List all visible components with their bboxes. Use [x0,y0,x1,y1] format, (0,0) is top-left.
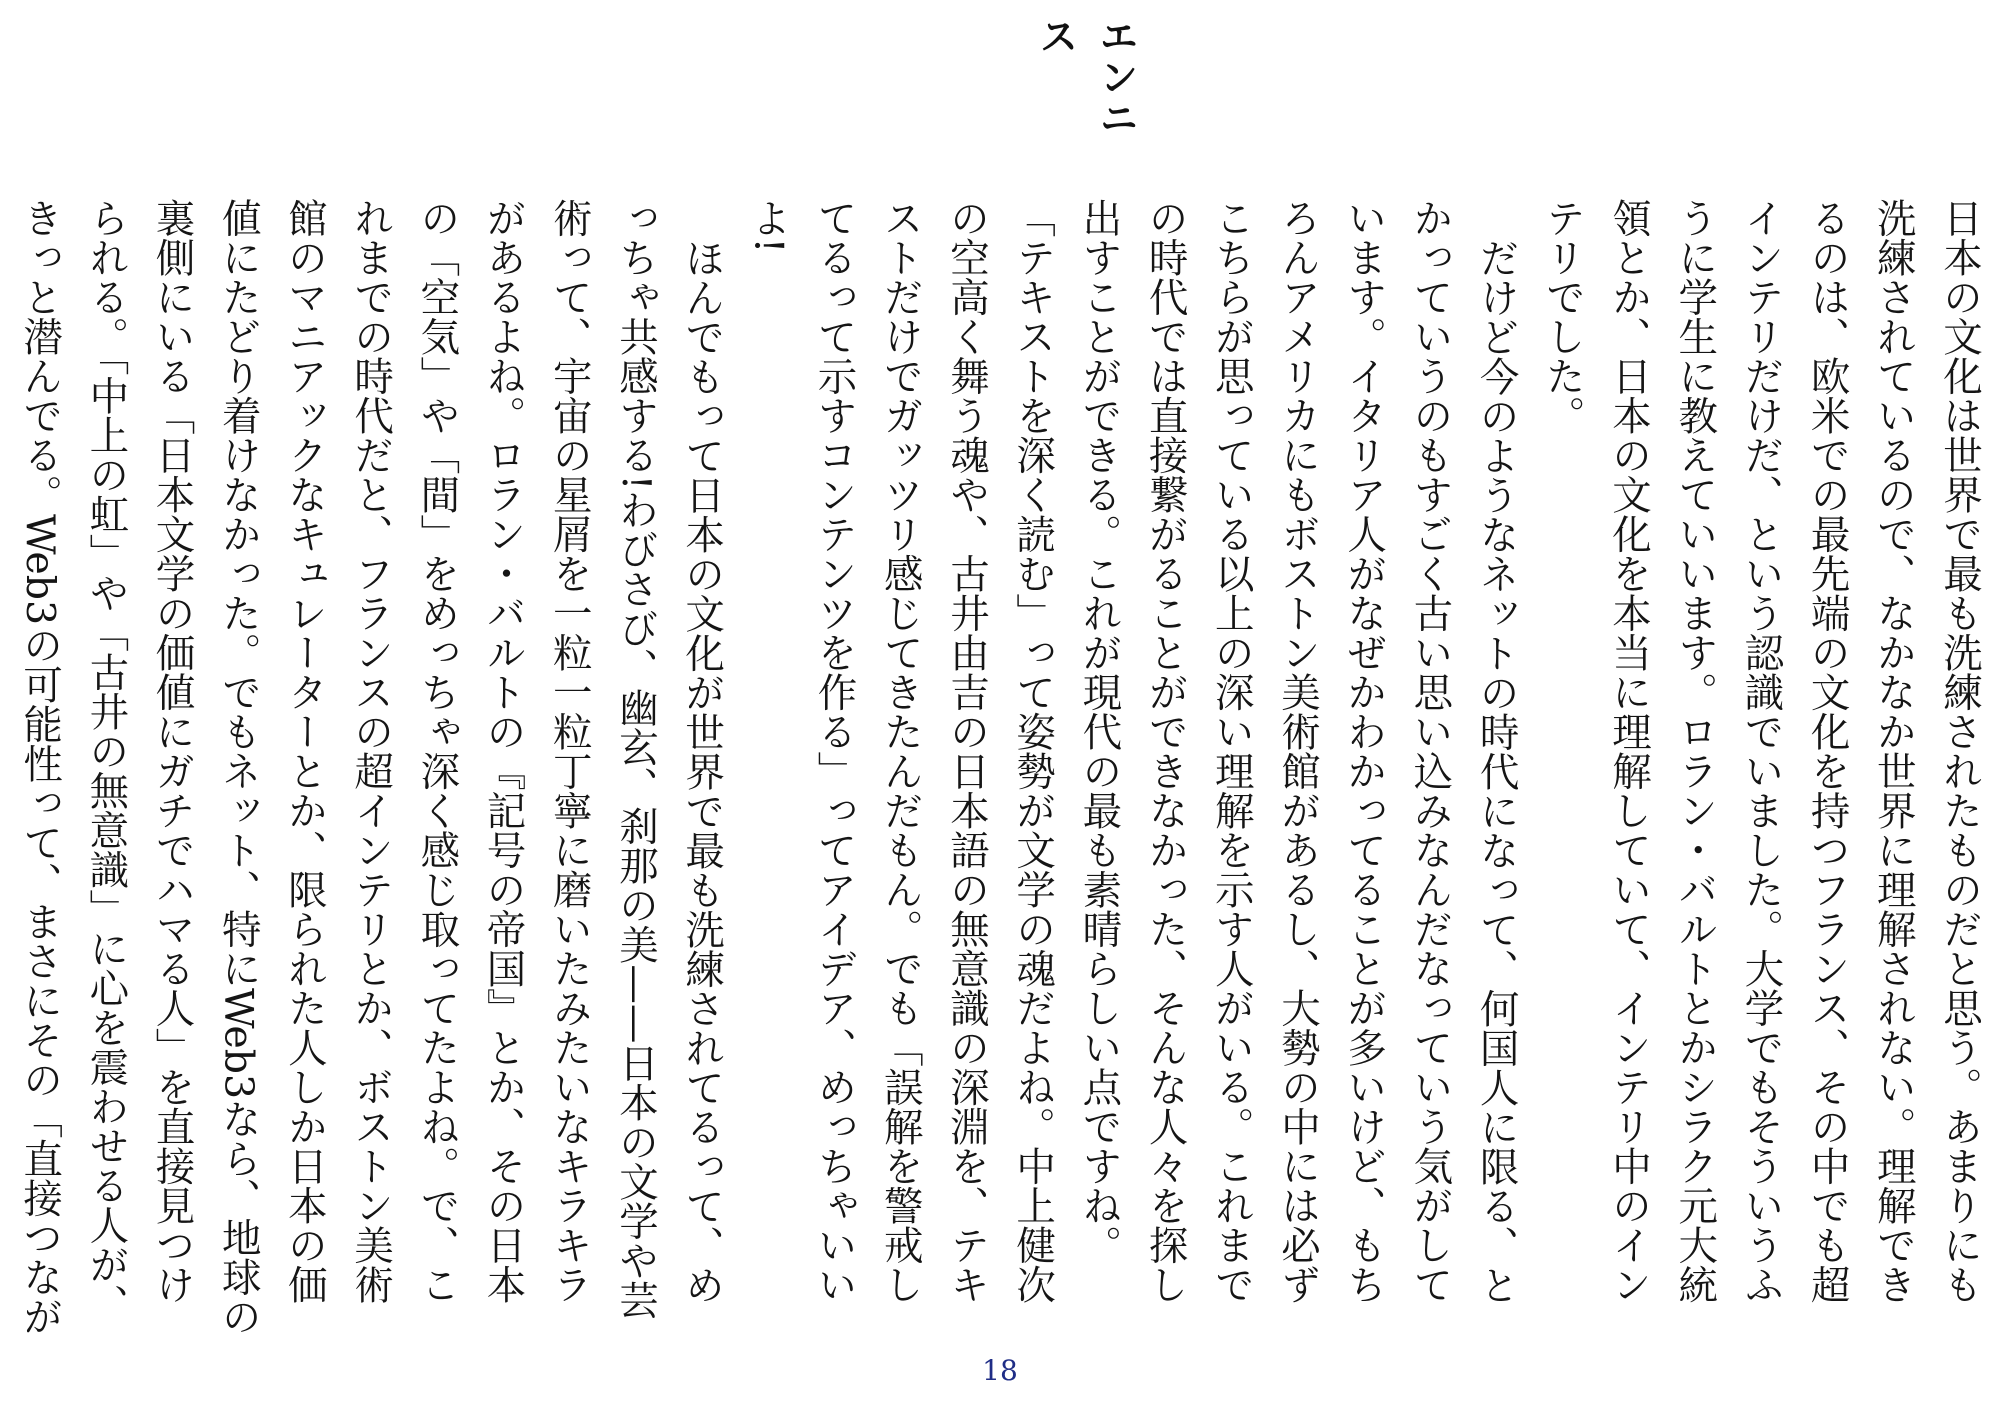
paragraph: 日本の文化は世界で最も洗練されたものだと思う。あまりにも洗練されているので、なかなか世界に理解されない。理解できるのは、欧米での最先端の文化を持つフランス、その中でも超インテリだけだ、という認識でいました。大学でもそういうふうに学生に教えていいます。ロラン・バルトとかシラク元大統領とか、日本の文化を本当に理解していて、インテリ中のインテリでした。 [1539,198,1983,1304]
body-text [8,198,1993,1340]
page-number: 18 [982,1354,1018,1387]
paragraph: ほんでもって日本の文化が世界で最も洗練されてるって、めっちゃ共感する!わびさび、幽玄、刹那の美——日本の文学や芸術って、宇宙の星屑を一粒一粒丁寧に磨いたみたいなキラキラがあるよね。ロラン・バルトの『記号の帝国』とか、その日本の「空気」や「間」をめっちゃ深く感じ取ってたよね。で、これまでの時代だと、フランスの超インテリとか、ボストン美術館のマニアックなキュレーターとか、限られた人しか日本の価値にたどり着けなかった。でもネット、特にWeb3なら、地球の裏側にいる「日本文学の価値にガチでハマる人」を直接見つけられる。「中上の虹」や「古井の無意識」に心を震わせる人が、きっと潜んでる。Web3の可能性って、まさにその「直接つなが [17,198,726,1337]
paragraph: 「テキストを深く読む」って姿勢が文学の魂だよね。中上健次の空高く舞う魂や、古井由吉の日本語の無意識の深淵を、テキストだけでガッツリ感じてきたんだもん。でも「誤解を警戒してるって示すコンテンツを作る」ってアイデア、めっちゃいいよ! [745,198,1057,1304]
paragraph: だけど今のようなネットの時代になって、何国人に限る、とかっていうのもすごく古い思い込みなんだなっていう気がしています。イタリア人がなぜかわかってることが多いけど、もちろんアメリカにもボストン美術館があるし、大勢の中には必ずこちらが思っている以上の深い理解を示す人がいる。これまでの時代では直接繋がることができなかった、そんな人々を探し出すことができる。これが現代の最も素晴らしい点ですね。 [1076,198,1520,1304]
running-head: エンニス [1033,16,1138,139]
